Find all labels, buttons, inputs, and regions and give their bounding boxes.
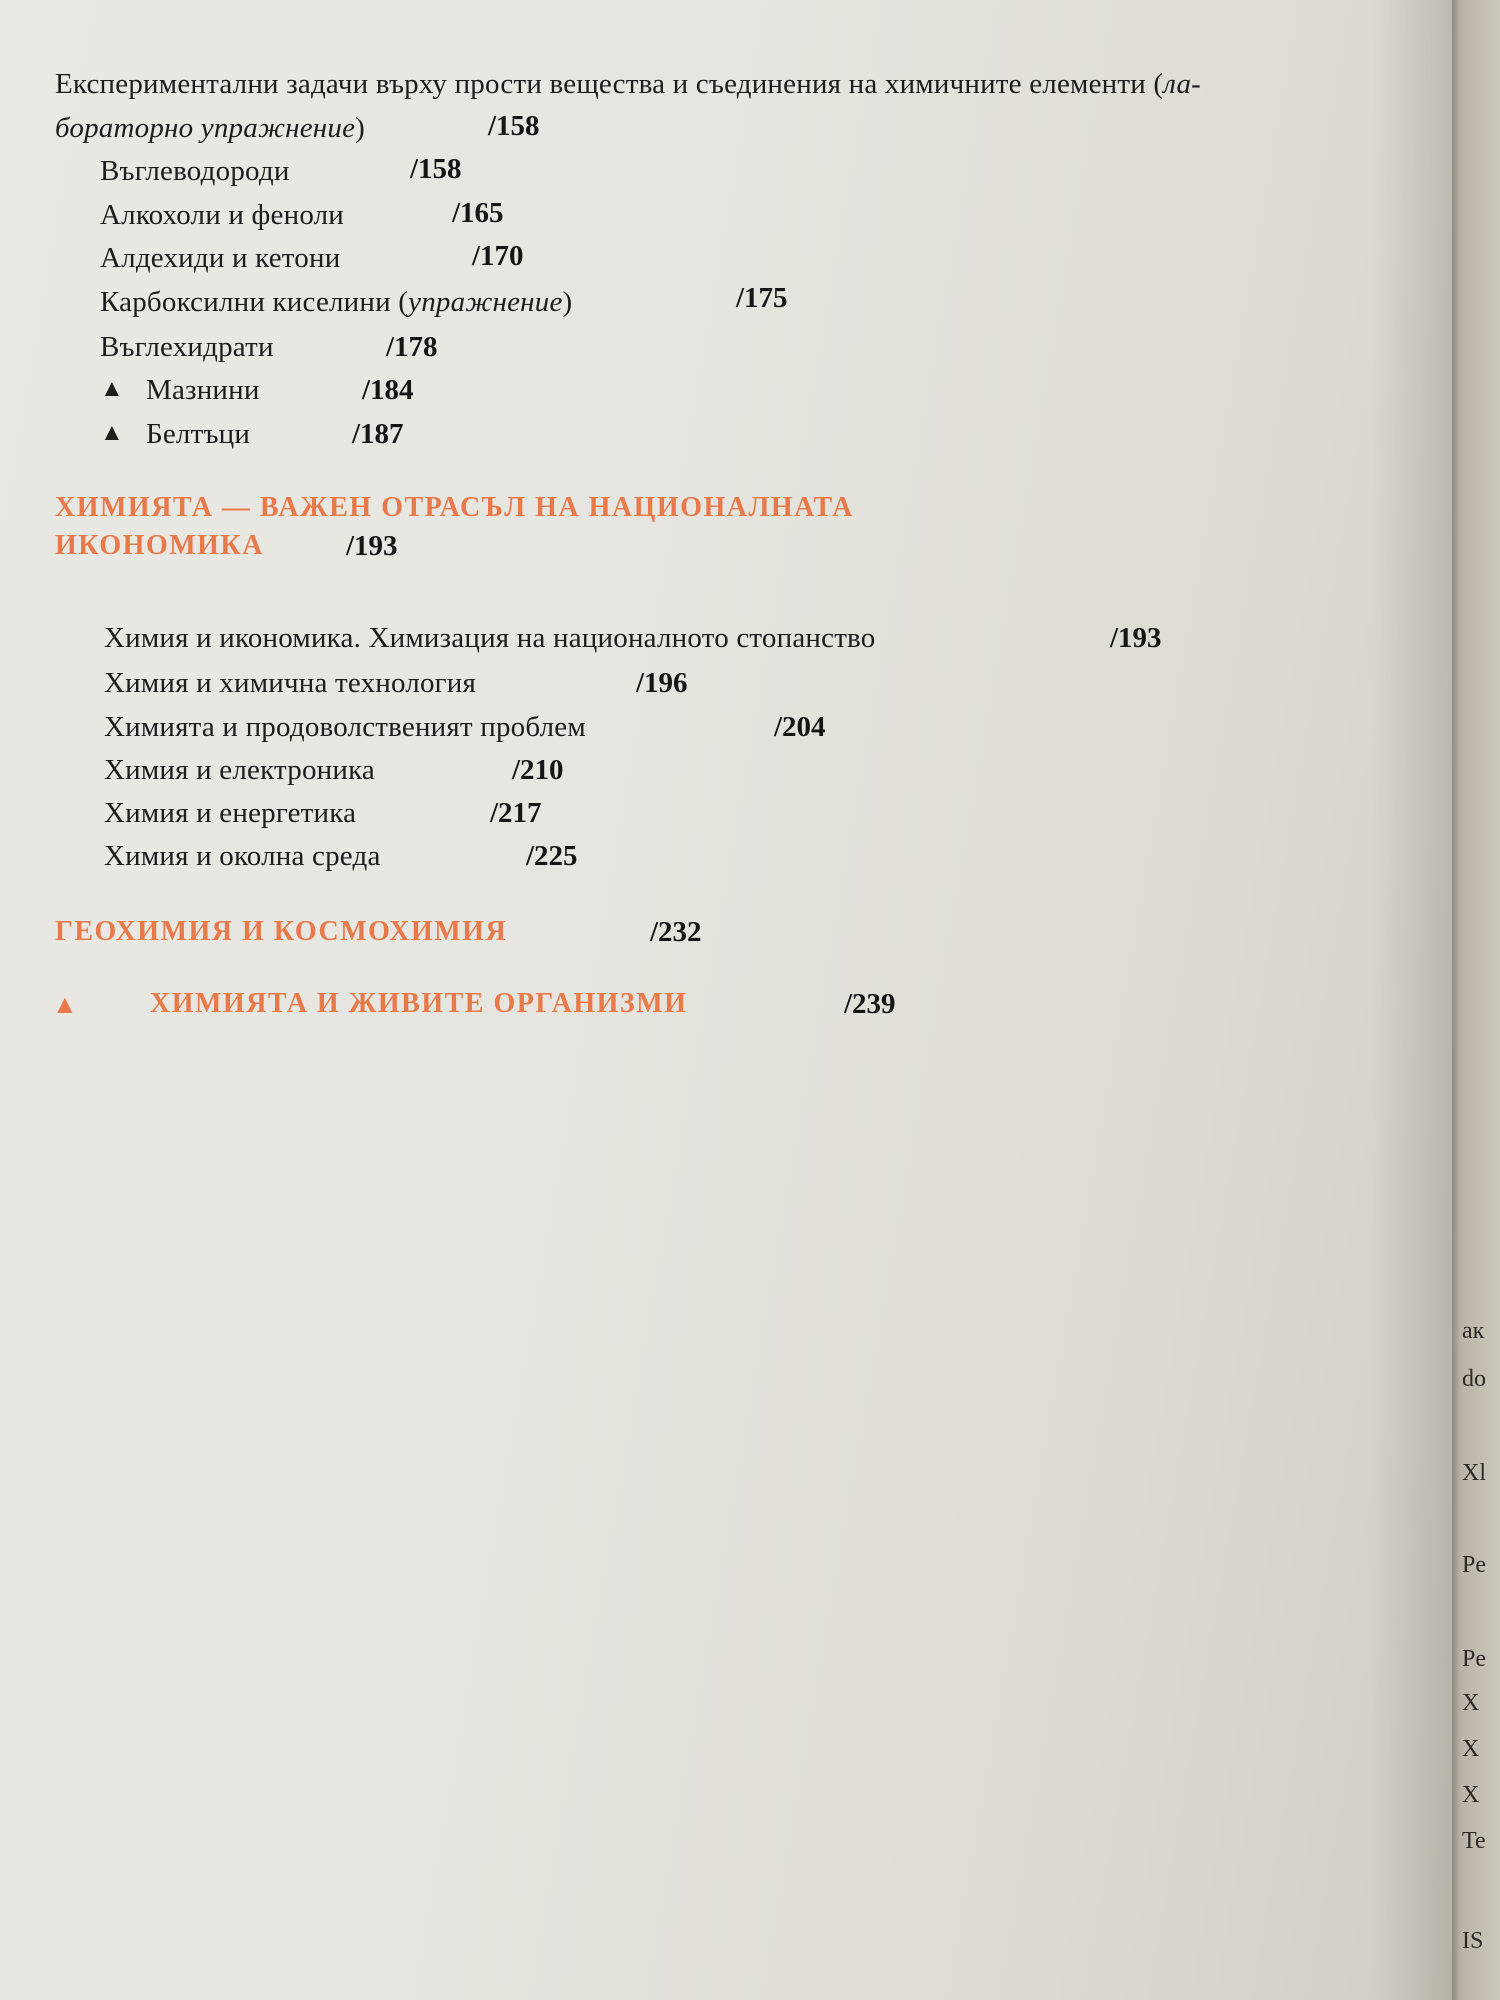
toc-item-chemistry-economics: Химия и икономика. Химизация на националното стопанство [104,622,876,654]
toc-item-aldehydes: Алдехиди и кетони [100,242,341,274]
toc-page-number: /175 [736,282,788,314]
toc-entry-label-italic: упражнение [408,286,563,318]
triangle-marker-icon: ▲ [100,420,124,446]
edge-text: X [1462,1782,1480,1808]
section-heading-geochemistry: ГЕОХИМИЯ И КОСМОХИМИЯ [55,916,508,947]
edge-text: ак [1462,1318,1485,1344]
toc-page-number: /217 [490,797,542,829]
toc-item-proteins: Белтъци [146,418,251,450]
toc-item-chemical-technology: Химия и химична технология [104,667,477,699]
toc-item-carbohydrates: Въглехидрати [100,331,274,363]
toc-page-number: /239 [844,988,896,1020]
toc-page-number: /193 [346,530,398,562]
toc-entry-label: ) [562,286,573,318]
toc-page-number: /210 [512,754,564,786]
toc-page-number: /196 [636,667,688,699]
toc-page-number: /170 [472,240,524,272]
section-heading-chemistry-economy: ХИМИЯТА — ВАЖЕН ОТРАСЪЛ НА НАЦИОНАЛНАТА [55,492,854,523]
edge-text: IS [1462,1928,1484,1954]
toc-entry-label: Карбоксилни киселини ( [100,286,409,318]
toc-entry-label-italic: бораторно упражнение [55,112,356,144]
edge-text: X [1462,1736,1480,1762]
toc-entry-label: ) [355,112,366,144]
adjacent-page-edge [1452,0,1500,2000]
toc-item-food-problem: Химията и продоволственият проблем [104,711,586,743]
toc-page-number: /158 [488,110,540,142]
toc-item-electronics: Химия и електроника [104,754,376,786]
gutter-shadow [1370,0,1452,2000]
toc-page-number: /204 [774,711,826,743]
edge-text: Хl [1462,1460,1486,1486]
toc-item-hydrocarbons: Въглеводороди [100,155,290,187]
edge-text: X [1462,1690,1480,1716]
toc-entry-experimental-tasks [55,68,1201,101]
toc-entry-label: Експериментални задачи върху прости вещества и съединения на химичните елементи ( [55,68,1164,100]
toc-page-number: /187 [352,418,404,450]
toc-item-environment: Химия и околна среда [104,840,381,872]
toc-item-alcohols: Алкохоли и феноли [100,199,345,231]
toc-item-carboxylic-acids [100,286,572,319]
edge-text: do [1462,1366,1486,1392]
triangle-marker-icon: ▲ [100,376,124,402]
edge-text: Te [1462,1828,1486,1854]
edge-text: Pe [1462,1646,1486,1672]
toc-page-number: /225 [526,840,578,872]
toc-page-number: /232 [650,916,702,948]
toc-page-number: /178 [386,331,438,363]
toc-item-energy: Химия и енергетика [104,797,357,829]
edge-text: Pe [1462,1552,1486,1578]
toc-page-number: /184 [362,374,414,406]
toc-entry-label-italic: ла- [1163,68,1202,100]
toc-page-number: /165 [452,197,504,229]
toc-page-number: /193 [1110,622,1162,654]
toc-item-fats: Мазнини [146,374,260,406]
section-heading-living-organisms: ХИМИЯТА И ЖИВИТЕ ОРГАНИЗМИ [150,988,688,1019]
triangle-marker-icon: ▲ [52,990,78,1019]
toc-page-number: /158 [410,153,462,185]
section-heading-chemistry-economy-cont: ИКОНОМИКА [55,530,264,561]
toc-entry-experimental-tasks-cont [55,112,365,145]
